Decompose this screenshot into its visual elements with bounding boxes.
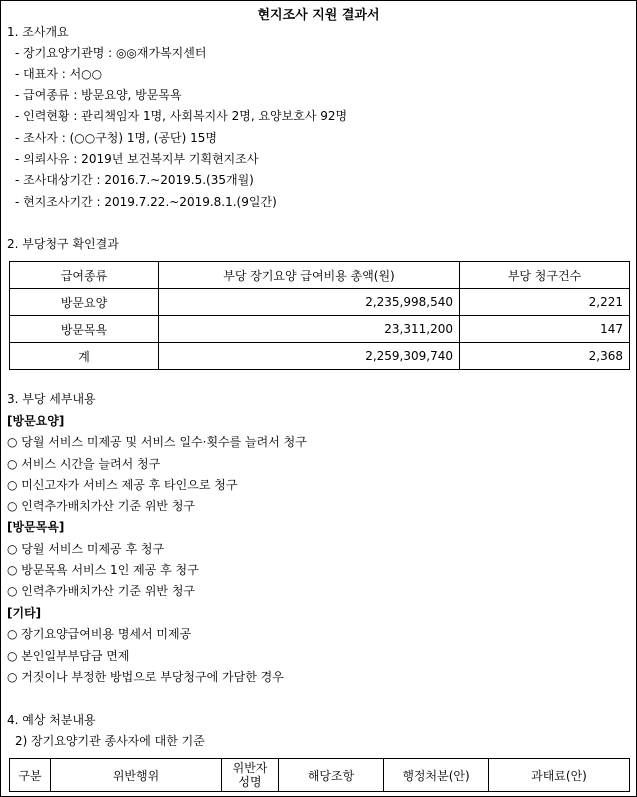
- section4-heading: 4. 예상 처분내용: [7, 713, 96, 727]
- s3-item: ○ 인력추가배치가산 기준 위반 청구: [7, 584, 196, 598]
- table-row: [10, 343, 630, 370]
- table-cell: 147: [460, 316, 630, 343]
- s3-item: ○ 당월 서비스 미제공 및 서비스 일수·횟수를 늘려서 청구: [7, 435, 307, 449]
- table-row: [10, 289, 630, 316]
- s1-item: - 조사대상기간 : 2016.7.~2019.5.(35개월): [15, 173, 254, 187]
- group-label: [방문목욕]: [7, 520, 65, 534]
- s1-item: - 급여종류 : 방문요양, 방문목욕: [15, 88, 182, 102]
- s3-item: ○ 거짓이나 부정한 방법으로 부당청구에 가담한 경우: [7, 670, 284, 684]
- table-row: [10, 316, 630, 343]
- table-cell: 2,221: [460, 289, 630, 316]
- s3-item: ○ 서비스 시간을 늘려서 청구: [7, 457, 161, 471]
- header-cell: 과태료(안): [489, 759, 630, 792]
- header-cell: 급여종류: [10, 262, 159, 289]
- s3-item: ○ 방문목욕 서비스 1인 제공 후 청구: [7, 563, 199, 577]
- s1-item: - 인력현황 : 관리책임자 1명, 사회복지사 2명, 요양보호사 92명: [15, 109, 348, 123]
- section2-heading: 2. 부당청구 확인결과: [7, 237, 119, 251]
- table-header-row: [10, 759, 630, 792]
- header-cell: 행정처분(안): [384, 759, 489, 792]
- table-cell: 23,311,200: [159, 316, 460, 343]
- group-label: [기타]: [7, 606, 42, 620]
- section4-sub: 2) 장기요양기관 종사자에 대한 기준: [15, 734, 205, 748]
- s3-item: ○ 미신고자가 서비스 제공 후 타인으로 청구: [7, 478, 238, 492]
- section3-heading: 3. 부당 세부내용: [7, 392, 96, 406]
- s1-item: - 장기요양기관명 : ◎◎재가복지센터: [15, 46, 207, 60]
- table-cell: 2,368: [460, 343, 630, 370]
- header-cell: 해당조항: [279, 759, 384, 792]
- header-cell: 위반행위: [51, 759, 222, 792]
- s3-item: ○ 인력추가배치가산 기준 위반 청구: [7, 499, 196, 513]
- section1-heading: 1. 조사개요: [7, 25, 69, 39]
- s1-item: - 의뢰사유 : 2019년 보건복지부 기획현지조사: [15, 152, 259, 166]
- table-header-row: [10, 262, 630, 289]
- result-table: [9, 261, 630, 370]
- document-title: 현지조사 지원 결과서: [257, 8, 380, 23]
- header-cell: 위반자 성명: [222, 759, 279, 792]
- header-cell: 부당 장기요양 급여비용 총액(원): [159, 262, 460, 289]
- header-cell: 구분: [10, 759, 51, 792]
- table-cell: 2,259,309,740: [159, 343, 460, 370]
- table-cell: 2,235,998,540: [159, 289, 460, 316]
- s3-item: ○ 본인일부부담금 면제: [7, 649, 130, 663]
- s1-item: - 현지조사기간 : 2019.7.22.~2019.8.1.(9일간): [15, 195, 277, 209]
- header-cell: 부당 청구건수: [460, 262, 630, 289]
- s3-item: ○ 당월 서비스 미제공 후 청구: [7, 542, 165, 556]
- group-label: [방문요양]: [7, 414, 65, 428]
- sanction-table: [9, 758, 630, 792]
- s3-item: ○ 장기요양급여비용 명세서 미제공: [7, 627, 192, 641]
- table-cell: 방문목욕: [10, 316, 159, 343]
- s1-item: - 조사자 : (○○구청) 1명, (공단) 15명: [15, 131, 217, 145]
- table-cell: 계: [10, 343, 159, 370]
- s1-item: - 대표자 : 서○○: [15, 67, 103, 81]
- table-cell: 방문요양: [10, 289, 159, 316]
